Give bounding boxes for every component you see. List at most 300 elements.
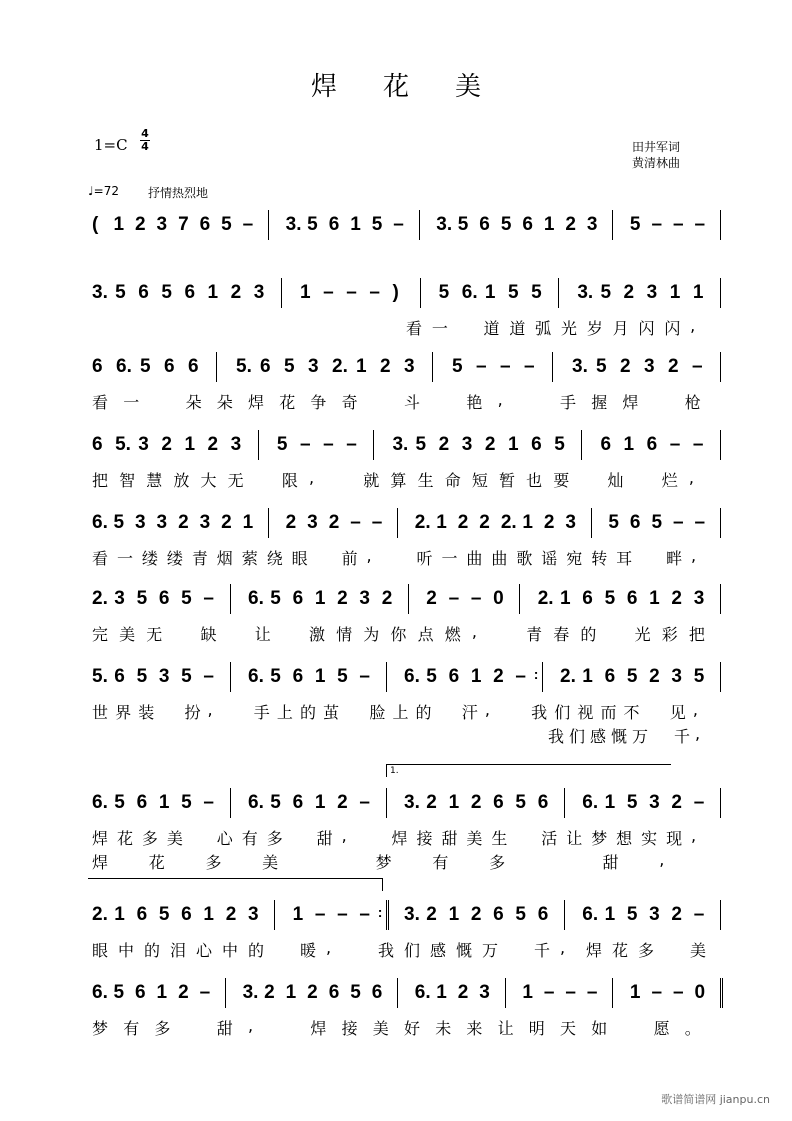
note: – xyxy=(350,512,361,533)
note: 2 xyxy=(225,904,237,925)
lyric-char: 焊 xyxy=(391,829,408,848)
lyric-char: 的 xyxy=(144,941,161,960)
lyric-char: , xyxy=(248,1016,254,1035)
note: 5 xyxy=(337,666,348,687)
bar-line xyxy=(268,508,269,538)
note: – xyxy=(346,434,357,455)
lyric-char: 彩 xyxy=(661,625,678,644)
bar-line xyxy=(373,430,374,460)
note: 5 xyxy=(270,588,281,609)
note: 2 xyxy=(457,512,469,533)
note: 0 xyxy=(694,982,706,1003)
bar-line xyxy=(519,584,520,614)
lyric-row xyxy=(0,622,792,642)
lyric-char: 手 xyxy=(253,703,270,722)
key-signature: 1=C xyxy=(94,136,128,154)
lyric-row xyxy=(0,850,792,870)
lyric-char: 转 xyxy=(591,549,608,568)
bar-line xyxy=(564,788,565,818)
lyric-char: 上 xyxy=(392,703,409,722)
lyric-row xyxy=(0,1016,792,1036)
lyric-char: 生 xyxy=(491,829,508,848)
note: 2 xyxy=(671,588,682,609)
note-row xyxy=(0,904,792,934)
lyric-char: 茧 xyxy=(323,703,340,722)
note: 2 xyxy=(328,512,340,533)
note: 6. xyxy=(116,356,132,377)
lyric-row xyxy=(0,724,792,744)
lyric-char: 未 xyxy=(435,1019,452,1038)
lyric-char: , xyxy=(692,700,698,719)
note: 5 xyxy=(438,282,450,303)
note: – xyxy=(203,792,214,813)
note: 3 xyxy=(565,512,576,533)
note: 3. xyxy=(404,904,420,925)
lyric-char: 焊 xyxy=(248,393,265,412)
bar-line xyxy=(216,352,217,382)
note: 5 xyxy=(136,666,148,687)
note: 2 xyxy=(178,512,189,533)
note: 6 xyxy=(537,904,549,925)
note: 3 xyxy=(307,512,318,533)
bar-line xyxy=(591,508,592,538)
note: 1 xyxy=(114,904,125,925)
lyric-char: 青 xyxy=(191,549,208,568)
note: 3. xyxy=(572,356,588,377)
note: 2 xyxy=(484,434,496,455)
note-row xyxy=(0,356,792,386)
bar-line xyxy=(564,900,565,930)
note: 6 xyxy=(629,512,641,533)
note-row xyxy=(0,666,792,696)
note: 5 xyxy=(161,282,172,303)
note: 3 xyxy=(138,434,149,455)
lyric-char: 美 xyxy=(372,1019,389,1038)
lyric-char: 视 xyxy=(577,703,594,722)
lyric-char: 焊 xyxy=(310,1019,327,1038)
note: 2 xyxy=(671,792,682,813)
lyric-char: 歌 xyxy=(516,549,533,568)
note: – xyxy=(242,214,254,235)
note: 5 xyxy=(608,512,619,533)
note: – xyxy=(203,666,214,687)
note: 6 xyxy=(448,666,460,687)
watermark: 歌谱简谱网 jianpu.cn xyxy=(661,1093,770,1106)
lyric-char: 一 xyxy=(431,319,448,338)
lyric-char: 看 xyxy=(406,319,423,338)
note: 1 xyxy=(314,666,326,687)
lyric-char: , xyxy=(309,468,315,487)
note: 5 xyxy=(452,356,463,377)
note: – xyxy=(199,982,211,1003)
note: 1 xyxy=(356,356,367,377)
bar-line xyxy=(408,584,409,614)
note: – xyxy=(543,982,555,1003)
lyric-char: , xyxy=(366,546,372,565)
note: 1 xyxy=(300,282,311,303)
note: 2 xyxy=(457,982,469,1003)
lyric-char: , xyxy=(690,316,696,335)
note: 2 xyxy=(438,434,450,455)
lyric-char: 美 xyxy=(262,853,279,872)
note: 3 xyxy=(693,588,705,609)
note: – xyxy=(500,356,511,377)
lyric-char: 完 xyxy=(92,625,109,644)
lyric-char: 眼 xyxy=(291,549,308,568)
lyric-row xyxy=(0,316,792,336)
lyric-char: 接 xyxy=(416,829,433,848)
lyric-char: 有 xyxy=(123,1019,140,1038)
note: 6 xyxy=(92,356,103,377)
note: – xyxy=(346,282,357,303)
bar-line xyxy=(420,278,421,308)
note: 1 xyxy=(158,792,170,813)
note: 6 xyxy=(531,434,542,455)
bar-line xyxy=(720,788,721,818)
lyric-char: 萦 xyxy=(241,549,258,568)
composer-credit: 黄清林曲 xyxy=(632,156,681,170)
note: 5. xyxy=(236,356,252,377)
lyric-char: 慨 xyxy=(611,727,628,746)
bar-line xyxy=(505,978,506,1008)
lyric-char: 汗 xyxy=(461,703,478,722)
lyric-char: 月 xyxy=(612,319,629,338)
lyric-char: 千 xyxy=(534,941,551,960)
note: 5 xyxy=(284,356,295,377)
note: 6 xyxy=(328,982,340,1003)
note: 6 xyxy=(493,792,504,813)
note: 3 xyxy=(156,512,168,533)
lyric-char: , xyxy=(695,724,701,743)
note: – xyxy=(672,512,684,533)
lyric-char: 中 xyxy=(118,941,135,960)
note: – xyxy=(651,214,663,235)
note-row xyxy=(0,434,792,464)
note: 6. xyxy=(414,982,431,1003)
note: 3 xyxy=(649,792,660,813)
lyric-char: 花 xyxy=(612,941,629,960)
lyric-char: 有 xyxy=(432,853,449,872)
lyric-char: 慨 xyxy=(456,941,473,960)
lyric-char: , xyxy=(326,938,332,957)
lyric-char: 暂 xyxy=(498,471,515,490)
note: 5 xyxy=(554,434,565,455)
note: ) xyxy=(392,282,399,303)
note: 2. xyxy=(92,904,108,925)
note: 1 xyxy=(448,904,460,925)
note: 3 xyxy=(404,356,415,377)
lyric-char: , xyxy=(497,390,503,409)
lyric-char: 焊 xyxy=(622,393,639,412)
lyric-char: 暖 xyxy=(300,941,317,960)
bar-line xyxy=(542,662,543,692)
lyric-char: 。 xyxy=(684,1019,701,1038)
lyric-char: 见 xyxy=(669,703,686,722)
lyric-char: 多 xyxy=(266,829,283,848)
lyric-char: 想 xyxy=(616,829,633,848)
lyric-char: 多 xyxy=(638,941,655,960)
lyric-char: 为 xyxy=(363,625,380,644)
note: 3 xyxy=(671,666,682,687)
lyric-char: 我 xyxy=(378,941,395,960)
note: 2. xyxy=(414,512,431,533)
lyric-char: 美 xyxy=(166,829,183,848)
note: 2 xyxy=(178,982,189,1003)
lyric-char: 握 xyxy=(591,393,608,412)
note: 3 xyxy=(114,588,125,609)
note: – xyxy=(359,792,370,813)
bar-line xyxy=(720,278,721,308)
lyric-char: 上 xyxy=(276,703,293,722)
lyric-char: 闪 xyxy=(638,319,655,338)
lyric-char: 多 xyxy=(141,829,158,848)
lyric-char: 无 xyxy=(227,471,244,490)
bar-line xyxy=(225,978,226,1008)
note: 3 xyxy=(199,512,211,533)
lyric-char: 放 xyxy=(173,471,190,490)
lyric-char: 的 xyxy=(580,625,597,644)
note: 5 xyxy=(693,666,705,687)
note: 1 xyxy=(350,214,361,235)
lyric-char: 明 xyxy=(528,1019,545,1038)
first-ending-bracket-end xyxy=(88,878,383,891)
note: 6 xyxy=(582,588,593,609)
bar-line xyxy=(720,584,721,614)
note: 2 xyxy=(620,356,631,377)
lyric-char: 耳 xyxy=(616,549,633,568)
note: 2 xyxy=(668,356,679,377)
lyric-char: 我 xyxy=(548,727,565,746)
lyric-char: , xyxy=(691,546,697,565)
note: 6 xyxy=(184,282,196,303)
note: 2 xyxy=(470,792,482,813)
note: 1 xyxy=(508,434,519,455)
note: 3. xyxy=(404,792,420,813)
note: 2 xyxy=(649,666,660,687)
lyric-char: 们 xyxy=(554,703,571,722)
lyric-char: 甜 xyxy=(602,853,619,872)
lyric-char: 界 xyxy=(115,703,132,722)
bar-line xyxy=(397,508,398,538)
lyric-char: 朵 xyxy=(216,393,233,412)
lyric-char: 点 xyxy=(417,625,434,644)
note: 5 xyxy=(508,282,519,303)
lyric-char: 中 xyxy=(222,941,239,960)
note: 2 xyxy=(264,982,275,1003)
lyric-char: 美 xyxy=(466,829,483,848)
lyric-char: 焊 xyxy=(92,853,109,872)
lyric-char: 曲 xyxy=(466,549,483,568)
lyric-char: 一 xyxy=(116,549,133,568)
note: 5 xyxy=(604,588,616,609)
note: 5 xyxy=(626,666,638,687)
note: – xyxy=(669,434,681,455)
lyric-char: , xyxy=(484,700,490,719)
note-row xyxy=(0,512,792,542)
note: 3 xyxy=(461,434,473,455)
note: 5 xyxy=(600,282,612,303)
bar-line xyxy=(720,662,721,692)
song-title: 焊花美 xyxy=(310,72,527,102)
lyric-char: 甜 xyxy=(441,829,458,848)
bar-line xyxy=(230,584,231,614)
lyric-char: 我 xyxy=(531,703,548,722)
note: – xyxy=(692,434,704,455)
note: 1 xyxy=(436,512,447,533)
note: – xyxy=(515,666,526,687)
lyric-char: 要 xyxy=(553,471,570,490)
note: 1 xyxy=(649,588,660,609)
note: – xyxy=(470,588,482,609)
lyric-char: 看 xyxy=(92,549,109,568)
lyric-char: 梦 xyxy=(92,1019,109,1038)
lyric-char: 短 xyxy=(471,471,488,490)
lyric-row xyxy=(0,938,792,958)
note: 6. xyxy=(92,792,108,813)
note: 6. xyxy=(248,792,264,813)
note: – xyxy=(337,904,348,925)
note: 5. xyxy=(115,434,131,455)
note: 6 xyxy=(92,434,103,455)
note: 3 xyxy=(359,588,370,609)
note: 6 xyxy=(292,792,304,813)
note: 3. xyxy=(92,282,108,303)
note: 2 xyxy=(337,792,348,813)
lyric-char: 把 xyxy=(688,625,705,644)
time-signature-top: 4 xyxy=(141,127,149,140)
note: – xyxy=(359,904,370,925)
note: 3 xyxy=(586,214,598,235)
note: 5 xyxy=(457,214,469,235)
note: 2 xyxy=(307,982,318,1003)
lyric-char: 谣 xyxy=(541,549,558,568)
note: 5 xyxy=(270,792,281,813)
lyric-char: 花 xyxy=(116,829,133,848)
lyric-char: 活 xyxy=(541,829,558,848)
note: 6. xyxy=(248,588,264,609)
lyric-char: 眼 xyxy=(92,941,109,960)
note: 5 xyxy=(626,792,638,813)
lyric-char: 的 xyxy=(300,703,317,722)
note: 2 xyxy=(285,512,297,533)
lyric-char: 算 xyxy=(390,471,407,490)
lyric-char: 扮 xyxy=(184,703,201,722)
lyric-row xyxy=(0,700,792,720)
note: 1 xyxy=(314,792,326,813)
note: 2 xyxy=(470,904,482,925)
bar-line xyxy=(612,978,613,1008)
note: – xyxy=(314,904,326,925)
lyric-char: 春 xyxy=(553,625,570,644)
note: 5. xyxy=(92,666,108,687)
note: 5 xyxy=(136,588,148,609)
note: 5 xyxy=(114,792,125,813)
bar-line xyxy=(386,900,389,930)
note: 5 xyxy=(276,434,288,455)
lyric-char: 梦 xyxy=(375,853,392,872)
note: 6 xyxy=(114,666,125,687)
note: – xyxy=(369,282,380,303)
note: 5 xyxy=(350,982,361,1003)
lyric-char: 心 xyxy=(216,829,233,848)
note: ( xyxy=(92,214,99,235)
note: 5 xyxy=(426,666,437,687)
lyricist-credit: 田井军词 xyxy=(632,140,681,154)
lyric-char: 闪 xyxy=(664,319,681,338)
note: 1 xyxy=(184,434,196,455)
lyric-char: 听 xyxy=(416,549,433,568)
note: 1 xyxy=(156,982,168,1003)
note: – xyxy=(586,982,598,1003)
note: – xyxy=(692,356,703,377)
note: 3 xyxy=(253,282,265,303)
note: 5 xyxy=(113,982,125,1003)
lyric-char: 斗 xyxy=(404,393,421,412)
note: 3. xyxy=(436,214,453,235)
note: 1 xyxy=(522,982,533,1003)
lyric-char: 泪 xyxy=(170,941,187,960)
lyric-char: 大 xyxy=(200,471,217,490)
note: 3 xyxy=(644,356,655,377)
lyric-char: 一 xyxy=(441,549,458,568)
note: 6 xyxy=(292,666,304,687)
lyric-char: 你 xyxy=(390,625,407,644)
note: 2 xyxy=(671,904,682,925)
note-row xyxy=(0,282,792,312)
lyric-char: 装 xyxy=(138,703,155,722)
note: – xyxy=(693,792,705,813)
note: 1 xyxy=(623,434,635,455)
lyric-char: 一 xyxy=(123,393,140,412)
note: 5 xyxy=(270,666,281,687)
lyric-char: 万 xyxy=(482,941,499,960)
time-signature xyxy=(140,128,150,153)
note: 2 xyxy=(426,792,437,813)
lyric-char: , xyxy=(341,826,347,845)
note: 6 xyxy=(604,666,616,687)
note: 1 xyxy=(604,792,616,813)
lyric-char: 有 xyxy=(241,829,258,848)
note: 2 xyxy=(337,588,348,609)
note-row xyxy=(0,982,792,1012)
note: – xyxy=(693,904,705,925)
lyric-char: 让 xyxy=(497,1019,514,1038)
note: 1 xyxy=(242,512,254,533)
note: – xyxy=(524,356,535,377)
first-ending-bracket xyxy=(386,764,671,777)
note: 3 xyxy=(308,356,319,377)
lyric-char: 感 xyxy=(590,727,607,746)
note: 6 xyxy=(537,792,549,813)
lyric-char: 枪 xyxy=(684,393,701,412)
lyric-char: 如 xyxy=(591,1019,608,1038)
bar-line xyxy=(432,352,433,382)
note: 1 xyxy=(604,904,616,925)
note: 1 xyxy=(292,904,304,925)
note: 1 xyxy=(560,588,571,609)
note: 2 xyxy=(426,904,437,925)
lyric-char: 灿 xyxy=(607,471,624,490)
note: 2 xyxy=(230,282,242,303)
lyric-char: 让 xyxy=(254,625,271,644)
note: 5 xyxy=(140,356,151,377)
note: 6 xyxy=(260,356,271,377)
lyric-char: , xyxy=(659,850,665,869)
note: 6 xyxy=(479,214,490,235)
lyric-char: 烂 xyxy=(661,471,678,490)
note: 2. xyxy=(560,666,576,687)
note: 6 xyxy=(164,356,175,377)
